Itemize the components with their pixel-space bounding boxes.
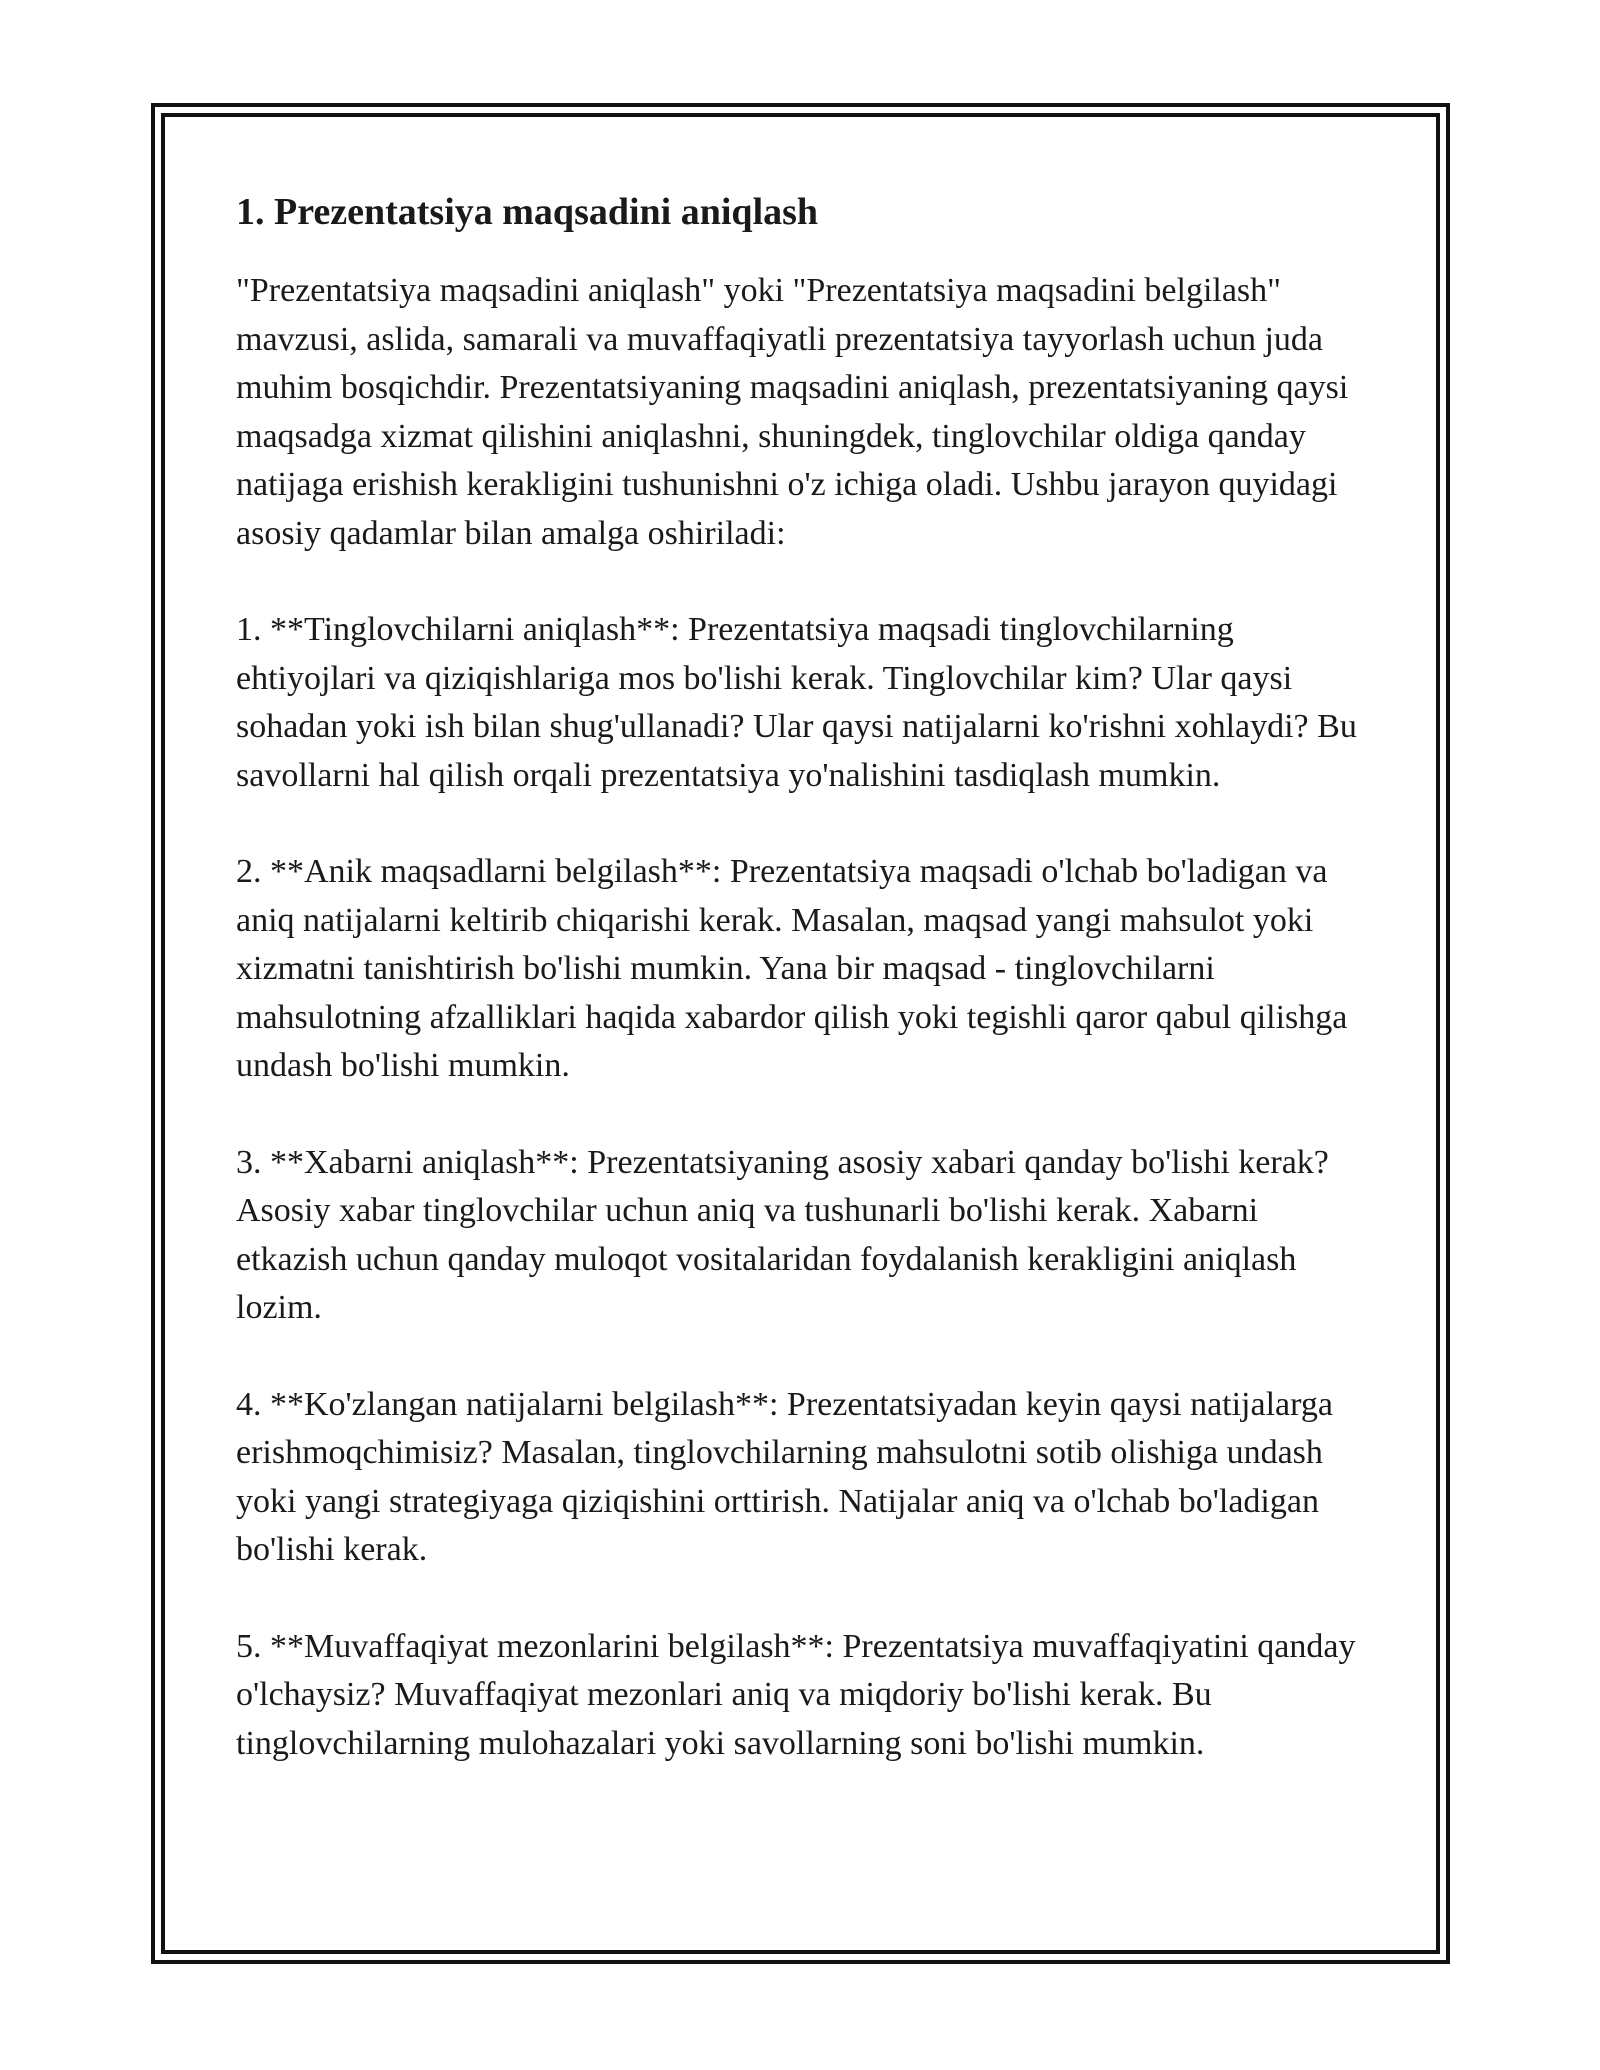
step-3-paragraph: 3. **Xabarni aniqlash**: Prezentatsiyaning asosiy xabari qanday bo'lishi kerak? Asosiy xabar tinglovchilar uchun aniq va tushunarli bo'lishi kerak. Xabarni etkazish uchun qanday muloqot vositalaridan foydalanish kerakligini aniqlash lozim. xyxy=(236,1143,1329,1326)
document-title: 1. Prezentatsiya maqsadini aniqlash xyxy=(236,191,819,233)
document-body xyxy=(236,186,1376,1816)
step-4-paragraph: 4. **Ko'zlangan natijalarni belgilash**: Prezentatsiyadan keyin qaysi natijalarga erishmoqchimisiz? Masalan, tinglovchilarning mahsulotni sotib olishiga undash yoki yangi strategiyaga qiziqishini orttirish. Natijalar aniq va o'lchab bo'ladigan bo'lishi kerak. xyxy=(236,1385,1333,1568)
step-1-paragraph: 1. **Tinglovchilarni aniqlash**: Prezentatsiya maqsadi tinglovchilarning ehtiyojlari va qiziqishlariga mos bo'lishi kerak. Tinglovchilar kim? Ular qaysi sohadan yoki ish bilan shug'ullanadi? Ular qaysi natijalarni ko'rishni xohlaydi? Bu savollarni hal qilish orqali prezentatsiya yo'nalishini tasdiqlash mumkin. xyxy=(236,611,1357,794)
step-5-paragraph: 5. **Muvaffaqiyat mezonlarini belgilash**: Prezentatsiya muvaffaqiyatini qanday o'lchaysiz? Muvaffaqiyat mezonlari aniq va miqdoriy bo'lishi kerak. Bu tinglovchilarning mulohazalari yoki savollarning soni bo'lishi mumkin. xyxy=(236,1627,1356,1762)
intro-paragraph: "Prezentatsiya maqsadini aniqlash" yoki "Prezentatsiya maqsadini belgilash" mavzusi, aslida, samarali va muvaffaqiyatli prezentatsiya tayyorlash uchun juda muhim bosqichdir. Prezentatsiyaning maqsadini aniqlash, prezentatsiyaning qaysi maqsadga xizmat qilishini aniqlashni, shuningdek, tinglovchilar oldiga qanday natijaga erishish kerakligini tushunishni o'z ichiga oladi. Ushbu jarayon quyidagi asosiy qadamlar bilan amalga oshiriladi: xyxy=(236,272,1349,552)
step-2-paragraph: 2. **Anik maqsadlarni belgilash**: Prezentatsiya maqsadi o'lchab bo'ladigan va aniq natijalarni keltirib chiqarishi kerak. Masalan, maqsad yangi mahsulot yoki xizmatni tanishtirish bo'lishi mumkin. Yana bir maqsad - tinglovchilarni mahsulotning afzalliklari haqida xabardor qilish yoki tegishli qaror qabul qilishga undash bo'lishi mumkin. xyxy=(236,853,1348,1084)
